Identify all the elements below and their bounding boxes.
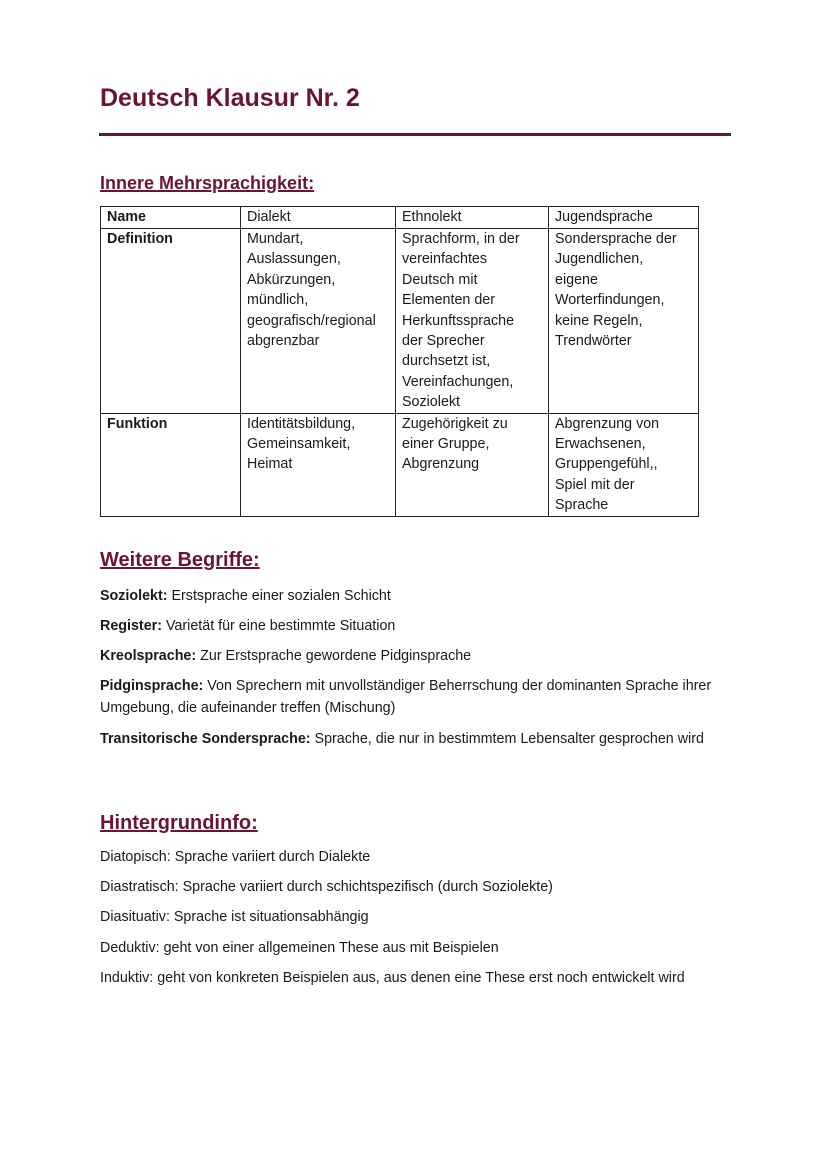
info-line: Diatopisch: Sprache variiert durch Dialekte <box>100 849 371 865</box>
term: Transitorische Sondersprache: <box>100 731 311 747</box>
table-cell: Mundart, Auslassungen, Abkürzungen, mündlich, geografisch/regional abgrenzbar <box>241 229 396 414</box>
varieties-table <box>100 206 699 517</box>
info-line: Deduktiv: geht von einer allgemeinen These aus mit Beispielen <box>100 940 499 956</box>
term-definition <box>100 728 710 750</box>
table-cell: Zugehörigkeit zu einer Gruppe, Abgrenzung <box>396 413 549 516</box>
term-definition <box>100 585 740 607</box>
definition: Von Sprechern mit unvollständiger Beherrschung der dominanten Sprache ihrer Umgebung, die aufeinander treffen (Mischung) <box>100 678 712 716</box>
info-line: Diasituativ: Sprache ist situationsabhängig <box>100 909 369 925</box>
title-divider <box>99 133 731 136</box>
table-cell: Sondersprache der Jugendlichen, eigene Worterfindungen, keine Regeln, Trendwörter <box>549 229 699 414</box>
info-line: Diastratisch: Sprache variiert durch schichtspezifisch (durch Soziolekte) <box>100 879 553 895</box>
table-cell: Abgrenzung von Erwachsenen, Gruppengefühl,, Spiel mit der Sprache <box>549 413 699 516</box>
definition: Sprache, die nur in bestimmtem Lebensalter gesprochen wird <box>310 731 704 747</box>
section-heading-hintergrundinfo: Hintergrundinfo: <box>100 812 258 834</box>
table-header-cell: Ethnolekt <box>396 207 549 229</box>
term: Pidginsprache: <box>100 678 204 694</box>
term: Soziolekt: <box>100 588 168 604</box>
definition: Varietät für eine bestimmte Situation <box>161 618 396 634</box>
table-cell: Funktion <box>101 413 241 516</box>
table-row <box>101 413 699 516</box>
term: Kreolsprache: <box>100 648 197 664</box>
term: Register: <box>100 618 162 634</box>
info-line: Induktiv: geht von konkreten Beispielen aus, aus denen eine These erst noch entwickelt wird <box>100 970 685 986</box>
table-header-row <box>101 207 699 229</box>
term-definition <box>100 645 740 667</box>
section-heading-weitere-begriffe: Weitere Begriffe: <box>100 549 260 571</box>
table-cell: Definition <box>101 229 241 414</box>
definition: Erstsprache einer sozialen Schicht <box>167 588 391 604</box>
table-cell: Sprachform, in der vereinfachtes Deutsch mit Elementen der Herkunftssprache der Sprecher durchsetzt ist, Vereinfachungen, Soziolekt <box>396 229 549 414</box>
table-cell: Identitätsbildung, Gemeinsamkeit, Heimat <box>241 413 396 516</box>
definition: Zur Erstsprache gewordene Pidginsprache <box>196 648 472 664</box>
table-header-cell: Jugendsprache <box>549 207 699 229</box>
table-header-cell: Name <box>101 207 241 229</box>
table-header-cell: Dialekt <box>241 207 396 229</box>
section-heading-innere-mehrsprachigkeit: Innere Mehrsprachigkeit: <box>100 173 315 193</box>
table-row <box>101 229 699 414</box>
term-definition <box>100 675 725 719</box>
page-title: Deutsch Klausur Nr. 2 <box>100 84 360 112</box>
term-definition <box>100 615 740 637</box>
